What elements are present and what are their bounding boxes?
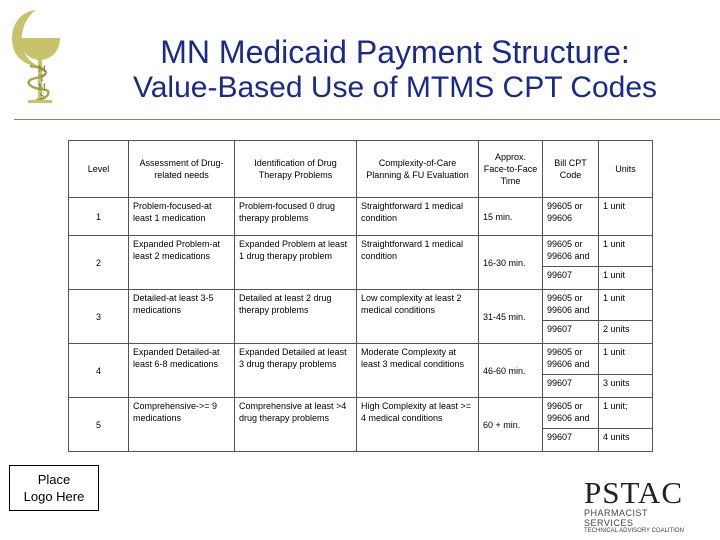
header-complexity: Complexity-of-Care Planning & FU Evaluation — [357, 141, 479, 198]
level-cell: 5 — [69, 398, 129, 452]
assessment-cell: Comprehensive->= 9 medications — [129, 398, 235, 452]
complexity-cell: Moderate Complexity at least 3 medical conditions — [357, 344, 479, 398]
units-primary: 1 unit — [603, 239, 626, 249]
pstac-subtitle: PHARMACIST SERVICES — [584, 508, 648, 528]
logo-letter-s: S — [39, 91, 45, 101]
complexity-cell: High Complexity at least >= 4 medical conditions — [357, 398, 479, 452]
units-secondary: 1 unit — [599, 266, 652, 281]
time-cell: 46-60 min. — [479, 344, 543, 398]
header-identification: Identification of Drug Therapy Problems — [235, 141, 357, 198]
identification-cell: Detailed at least 2 drug therapy problems — [235, 290, 357, 344]
units-cell — [599, 398, 653, 452]
title-line-1: MN Medicaid Payment Structure: — [160, 34, 630, 70]
complexity-cell: Straightforward 1 medical condition — [357, 236, 479, 290]
level-cell: 4 — [69, 344, 129, 398]
assessment-cell: Expanded Detailed-at least 6-8 medications — [129, 344, 235, 398]
units-primary: 1 unit; — [603, 401, 628, 411]
units-primary: 1 unit — [603, 293, 626, 303]
units-cell — [599, 344, 653, 398]
units-primary: 1 unit — [603, 347, 626, 357]
title-divider — [14, 119, 720, 120]
table-row — [69, 198, 653, 236]
code-cell — [543, 198, 599, 236]
identification-cell: Expanded Detailed at least 3 drug therapy problems — [235, 344, 357, 398]
code-secondary: 99607 — [543, 266, 598, 281]
identification-cell: Expanded Problem at least 1 drug therapy problem — [235, 236, 357, 290]
time-cell: 16-30 min. — [479, 236, 543, 290]
assessment-cell: Problem-focused-at least 1 medication — [129, 198, 235, 236]
table-row — [69, 398, 653, 452]
assessment-cell: Expanded Problem-at least 2 medications — [129, 236, 235, 290]
header-code: Bill CPT Code — [543, 141, 599, 198]
level-cell: 3 — [69, 290, 129, 344]
identification-cell: Comprehensive at least >4 drug therapy problems — [235, 398, 357, 452]
header-time: Approx. Face-to-Face Time — [479, 141, 543, 198]
code-secondary: 99607 — [543, 374, 598, 389]
table-row — [69, 344, 653, 398]
code-cell — [543, 344, 599, 398]
level-cell: 2 — [69, 236, 129, 290]
code-secondary: 99607 — [543, 428, 598, 443]
logo-placeholder — [9, 465, 99, 511]
units-primary: 1 unit — [603, 201, 626, 211]
time-cell: 31-45 min. — [479, 290, 543, 344]
pstac-logo — [584, 475, 696, 534]
units-cell — [599, 290, 653, 344]
title-line-2: Value-Based Use of MTMS CPT Codes — [132, 71, 658, 104]
table-row — [69, 236, 653, 290]
pstac-wordmark: PSTAC — [584, 475, 683, 510]
identification-cell: Problem-focused 0 drug therapy problems — [235, 198, 357, 236]
code-cell — [543, 290, 599, 344]
mtms-logo — [6, 4, 72, 108]
table-header-row — [69, 141, 653, 198]
header-level: Level — [69, 141, 129, 198]
header-assessment: Assessment of Drug-related needs — [129, 141, 235, 198]
code-primary: 99605 or 99606 and — [547, 293, 590, 315]
code-cell — [543, 236, 599, 290]
complexity-cell: Straightforward 1 medical condition — [357, 198, 479, 236]
units-secondary: 4 units — [599, 428, 652, 443]
header-units: Units — [599, 141, 653, 198]
code-primary: 99605 or 99606 and — [547, 347, 590, 369]
logo-letter-m2: M — [37, 82, 47, 92]
code-secondary: 99607 — [543, 320, 598, 335]
code-cell — [543, 398, 599, 452]
level-cell: 1 — [69, 198, 129, 236]
units-cell — [599, 198, 653, 236]
time-cell: 60 + min. — [479, 398, 543, 452]
table-row — [69, 290, 653, 344]
code-primary: 99605 or 99606 and — [547, 239, 590, 261]
logo-letter-m: M — [37, 64, 47, 74]
code-primary: 99605 or 99606 — [547, 201, 583, 223]
units-secondary: 2 units — [599, 320, 652, 335]
logo-letter-t: T — [39, 73, 45, 83]
code-primary: 99605 or 99606 and — [547, 401, 590, 423]
pstac-tagline: TECHNICAL ADVISORY COALITION — [584, 528, 684, 534]
logo-placeholder-line-2: Logo Here — [23, 489, 85, 504]
assessment-cell: Detailed-at least 3-5 medications — [129, 290, 235, 344]
payment-structure-table — [68, 140, 653, 452]
complexity-cell: Low complexity at least 2 medical conditions — [357, 290, 479, 344]
units-cell — [599, 236, 653, 290]
time-cell: 15 min. — [479, 198, 543, 236]
logo-placeholder-line-1: Place — [37, 472, 71, 487]
units-secondary: 3 units — [599, 374, 652, 389]
